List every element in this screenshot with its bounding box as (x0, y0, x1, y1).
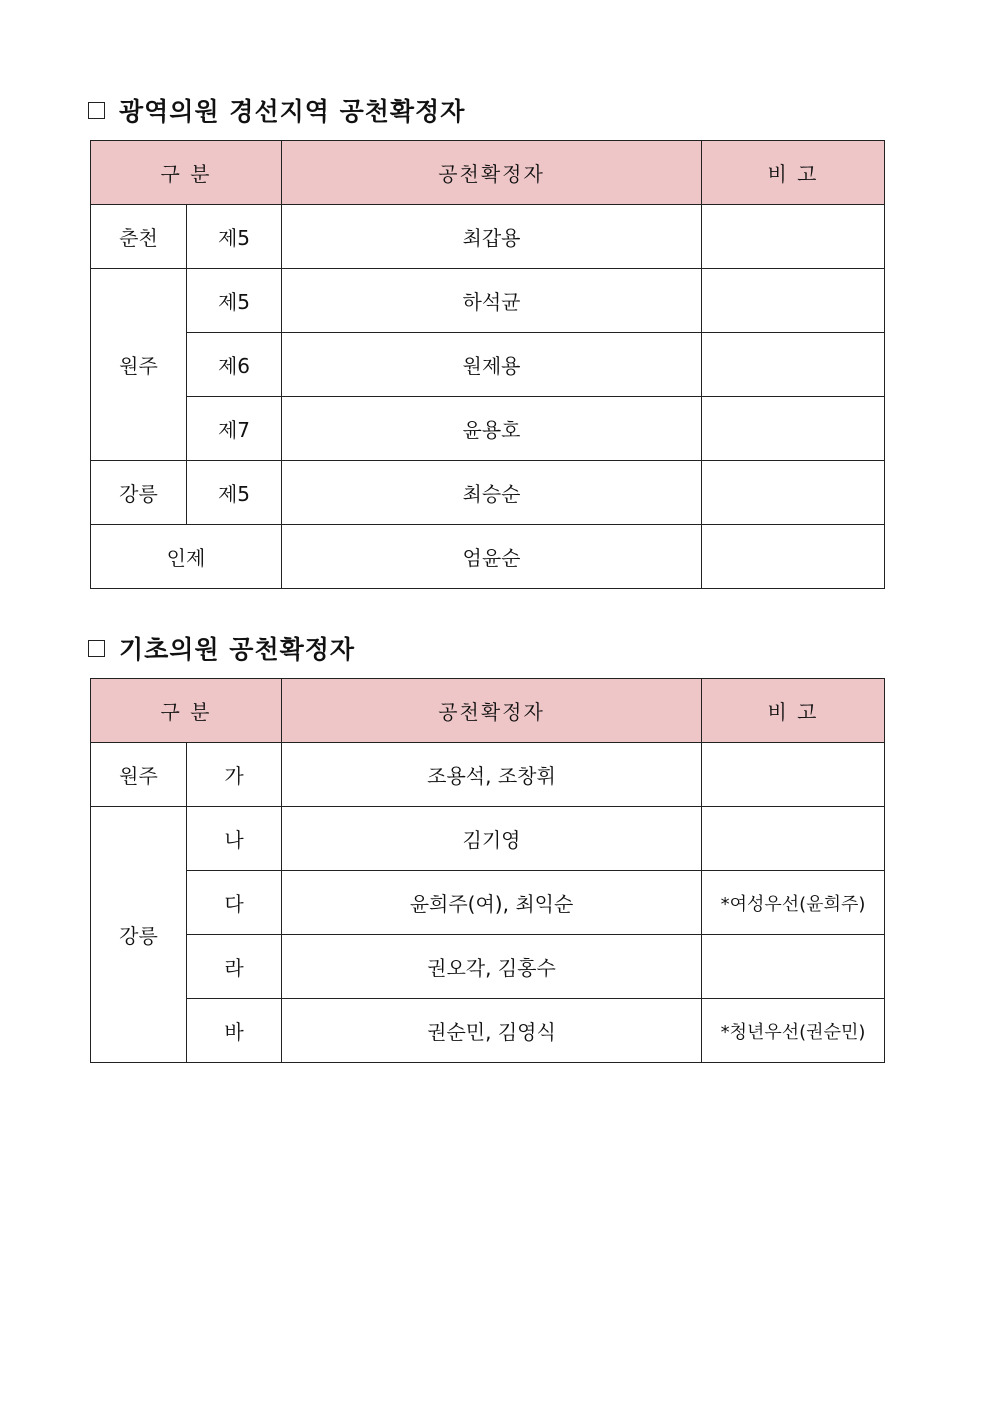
district-cell: 가 (187, 743, 282, 807)
table-row (91, 333, 885, 397)
candidate-cell: 윤용호 (282, 397, 702, 461)
section1-title-text: 광역의원 경선지역 공천확정자 (119, 97, 466, 126)
note-cell (702, 807, 885, 871)
region-cell: 강릉 (91, 461, 187, 525)
note-cell (702, 269, 885, 333)
candidate-cell: 하석균 (282, 269, 702, 333)
section1-title (88, 92, 465, 128)
table-row (91, 269, 885, 333)
note-cell (702, 205, 885, 269)
region-cell: 인제 (91, 525, 282, 589)
header-note: 비 고 (702, 141, 885, 205)
note-cell (702, 525, 885, 589)
table-row (91, 205, 885, 269)
candidate-cell: 조용석, 조창휘 (282, 743, 702, 807)
district-cell: 제7 (187, 397, 282, 461)
header-candidate: 공천확정자 (282, 141, 702, 205)
note-cell (702, 743, 885, 807)
section2-table (90, 678, 885, 1063)
region-cell: 강릉 (91, 807, 187, 1063)
district-cell: 다 (187, 871, 282, 935)
candidate-cell: 김기영 (282, 807, 702, 871)
table-row (91, 807, 885, 871)
table-row (91, 525, 885, 589)
header-candidate: 공천확정자 (282, 679, 702, 743)
note-cell (702, 935, 885, 999)
table-row (91, 999, 885, 1063)
district-cell: 제5 (187, 205, 282, 269)
table-row (91, 935, 885, 999)
note-cell: *여성우선(윤희주) (702, 871, 885, 935)
note-cell (702, 397, 885, 461)
table-header-row (91, 141, 885, 205)
district-cell: 라 (187, 935, 282, 999)
note-cell (702, 333, 885, 397)
table-row (91, 397, 885, 461)
region-cell: 춘천 (91, 205, 187, 269)
section1-table (90, 140, 885, 589)
district-cell: 제5 (187, 461, 282, 525)
table-row (91, 461, 885, 525)
candidate-cell: 윤희주(여), 최익순 (282, 871, 702, 935)
section2-title (88, 630, 355, 666)
note-cell: *청년우선(권순민) (702, 999, 885, 1063)
district-cell: 제5 (187, 269, 282, 333)
header-note: 비 고 (702, 679, 885, 743)
candidate-cell: 권오각, 김홍수 (282, 935, 702, 999)
header-category: 구 분 (91, 679, 282, 743)
section2-title-text: 기초의원 공천확정자 (119, 635, 356, 664)
table-header-row (91, 679, 885, 743)
candidate-cell: 최갑용 (282, 205, 702, 269)
district-cell: 제6 (187, 333, 282, 397)
candidate-cell: 최승순 (282, 461, 702, 525)
table-row (91, 743, 885, 807)
district-cell: 바 (187, 999, 282, 1063)
checkbox-square-icon (88, 102, 105, 119)
table-row (91, 871, 885, 935)
candidate-cell: 엄윤순 (282, 525, 702, 589)
region-cell: 원주 (91, 743, 187, 807)
region-cell: 원주 (91, 269, 187, 461)
note-cell (702, 461, 885, 525)
candidate-cell: 원제용 (282, 333, 702, 397)
checkbox-square-icon (88, 640, 105, 657)
district-cell: 나 (187, 807, 282, 871)
candidate-cell: 권순민, 김영식 (282, 999, 702, 1063)
header-category: 구 분 (91, 141, 282, 205)
